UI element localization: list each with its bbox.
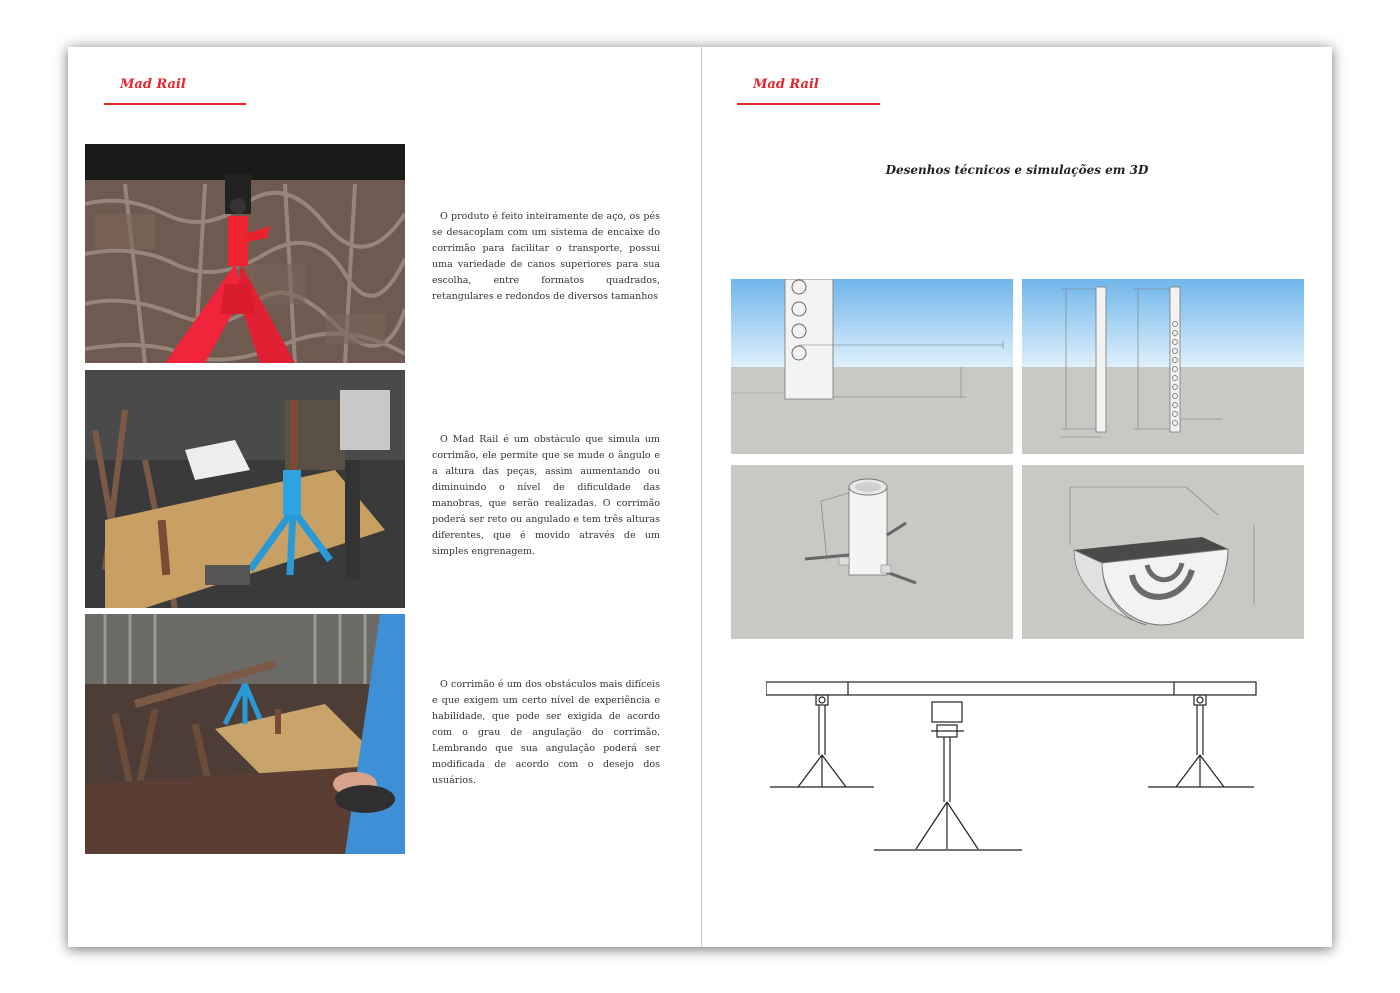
left-page <box>68 47 701 947</box>
render-post-closeup <box>731 279 1013 454</box>
brand-underline <box>737 103 880 105</box>
render-posts-dimensions <box>1022 279 1304 454</box>
photo-red-stand <box>85 144 405 363</box>
photo-workshop <box>85 614 405 854</box>
render-tube-brackets <box>731 465 1013 639</box>
section-title: Desenhos técnicos e simulações em 3D <box>885 163 1149 177</box>
right-page <box>702 47 1332 947</box>
brand-underline <box>104 103 246 105</box>
paragraph-product-description: O Mad Rail é um obstáculo que simula um corrimão, ele permite que se mude o ângulo e a altura das peças, assim aumentando ou diminuindo o nível de dificuldade das manobras, que serão realizadas. O corrimão poderá ser reto ou angulado e tem três alturas diferentes, que é movido através de um simples engrenagem. <box>432 434 660 557</box>
paragraph-product-material: O produto é feito inteiramente de aço, os pés se desacoplam com um sistema de encaixe do corrimão para facilitar o transporte, possui uma variedade de canos superiores para sua escolha, entre formatos quadrados, retangulares e redondos de diversos tamanhos <box>432 211 660 302</box>
paragraph-difficulty: O corrimão é um dos obstáculos mais difíceis e que exigem um certo nível de experiência e habilidade, que pode ser exigida de acordo com o grau de angulação do corrimão. Lembrando que sua angulação poderá ser modificada de acordo com o desejo dos usuários. <box>432 679 660 786</box>
brand-label: Mad Rail <box>120 77 186 92</box>
brand-label: Mad Rail <box>753 77 819 92</box>
magazine-spread <box>68 47 1332 947</box>
rail-elevation-drawing <box>766 677 1261 857</box>
render-half-round-block <box>1022 465 1304 639</box>
photo-blue-stand <box>85 370 405 608</box>
